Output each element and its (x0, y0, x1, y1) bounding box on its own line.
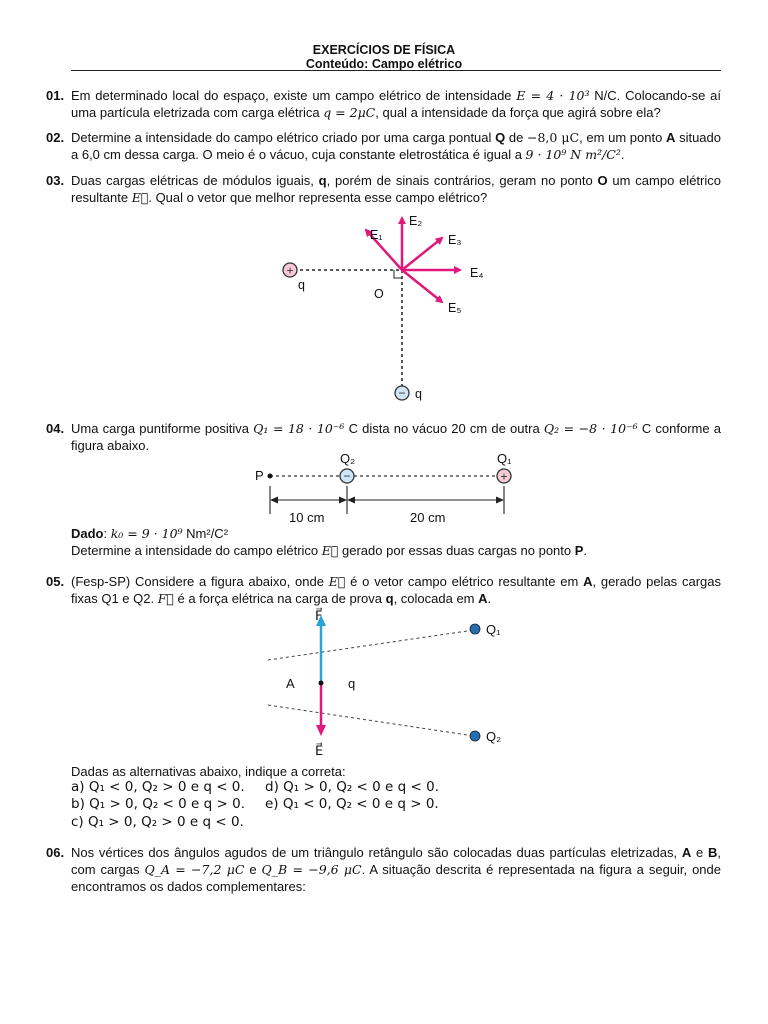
svg-text:+: + (286, 263, 294, 278)
label-q1: Q₁ (486, 622, 501, 637)
question-01: 01. Em determinado local do espaço, existe um campo elétrico de intensidade E = 4 · 10³ N/C. Colocando-se aí uma partícula eletrizada com carga elétrica q = 2μC, qual a intensidade da força que agirá sobre ela? (46, 88, 721, 120)
label-a: A (286, 676, 295, 691)
question-number: 05. (46, 574, 65, 589)
label-distance-1: 10 cm (289, 510, 325, 525)
question-04-data: Dado: k₀ = 9 · 10⁹ Nm²/C² Determine a intensidade do campo elétrico E⃗ gerado por essas duas cargas no ponto P. (71, 526, 588, 558)
figure-field-vectors (270, 205, 500, 405)
question-number: 03. (46, 173, 65, 188)
point-p (268, 474, 273, 479)
label-e3: E₃ (448, 233, 462, 247)
label-e4: E₄ (470, 266, 484, 280)
question-number: 02. (46, 130, 65, 145)
label-distance-2: 20 cm (410, 510, 446, 525)
charge-value: −8,0 μC (527, 130, 580, 145)
label-e1: E₁ (370, 228, 383, 242)
question-02: 02. Determine a intensidade do campo elétrico criado por uma carga pontual Q de −8,0 μC, em um ponto A situado a 6,0 cm dessa carga. O meio é o vácuo, cuja constante eletrostática é igual a 9 · 10⁹ N m²/C². (46, 130, 721, 162)
question-03: 03. Duas cargas elétricas de módulos iguais, q, porém de sinais contrários, geram no ponto O um campo elétrico resultante E⃗. Qual o vetor que melhor representa esse campo elétrico? (46, 173, 721, 205)
point-a (319, 681, 324, 686)
alternative-c: c) Q₁ > 0, Q₂ > 0 e q < 0. (71, 814, 244, 830)
question-06: 06. Nos vértices dos ângulos agudos de um triângulo retângulo são colocadas duas partículas eletrizadas, A e B, com cargas Q_A = −7,2 μC e Q_B = −9,6 μC. A situação descrita é representada na figura a seguir, onde encontramos os dados complementares: (46, 845, 721, 894)
alternative-e: e) Q₁ < 0, Q₂ < 0 e q > 0. (265, 796, 439, 812)
figure-force-field (260, 605, 530, 765)
label-q2: Q₂ (486, 729, 502, 744)
question-number: 04. (46, 421, 65, 436)
label-e2: E₂ (409, 214, 423, 228)
question-04: 04. Uma carga puntiforme positiva Q₁ = 18 · 10⁻⁶ C dista no vácuo 20 cm de outra Q₂ = −8 · 10⁻⁶ C conforme a figura abaixo. (46, 421, 721, 453)
svg-text:−: − (343, 469, 351, 483)
label-q-bottom: q (415, 387, 422, 401)
label-q1: Q₁ (497, 451, 512, 466)
svg-text:+: + (500, 469, 508, 484)
vector-e5 (402, 270, 442, 302)
constant-value: 9 · 10⁹ N m²/C² (525, 147, 621, 162)
figure-charges-line (250, 450, 530, 530)
label-q-top: q (298, 278, 305, 292)
label-p: P (255, 468, 264, 483)
question-05-prompt: Dadas as alternativas abaixo, indique a correta: (71, 764, 346, 779)
label-e5: E₅ (448, 301, 462, 315)
label-f: F⃗ (315, 608, 323, 623)
header-divider (71, 70, 721, 71)
page-title: EXERCÍCIOS DE FÍSICA (312, 43, 456, 57)
alternative-d: d) Q₁ > 0, Q₂ < 0 e q < 0. (265, 779, 439, 795)
label-q2: Q₂ (340, 451, 356, 466)
question-number: 06. (46, 845, 65, 860)
question-number: 01. (46, 88, 65, 103)
alternative-b: b) Q₁ > 0, Q₂ < 0 e q > 0. (71, 796, 245, 812)
svg-text:−: − (398, 386, 406, 400)
question-05: 05. (Fesp-SP) Considere a figura abaixo, onde E⃗ é o vetor campo elétrico resultante em A, gerado pelas cargas fixas Q1 e Q2. F⃗ é a força elétrica na carga de prova q, colocada em A. (46, 574, 721, 606)
label-q: q (348, 676, 356, 691)
vector-e3 (402, 238, 442, 270)
field-value: E = 4 · 10³ (516, 88, 590, 103)
label-o: O (374, 287, 384, 301)
charge-q2-icon (470, 731, 480, 741)
charge-value: q = 2μC (323, 105, 376, 120)
charge-q1-icon (470, 624, 480, 634)
alternative-a: a) Q₁ < 0, Q₂ > 0 e q < 0. (71, 779, 245, 795)
page-subtitle: Conteúdo: Campo elétrico (305, 57, 463, 71)
label-e: E⃗ (315, 743, 324, 758)
